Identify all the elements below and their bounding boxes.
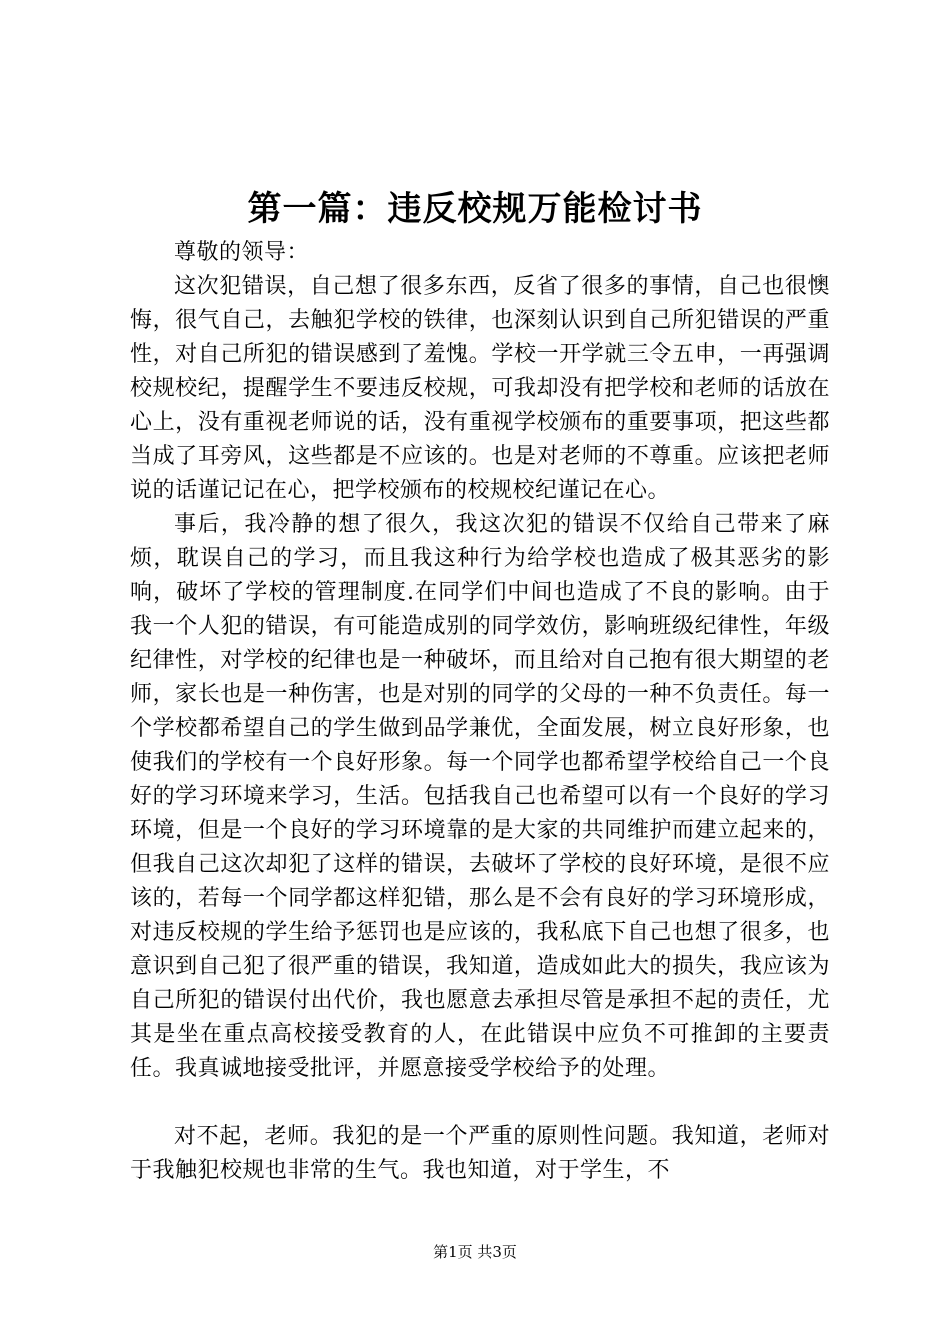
- document-title: 第一篇：违反校规万能检讨书: [247, 189, 703, 229]
- paragraph-2: 事后，我冷静的想了很久，我这次犯的错误不仅给自己带来了麻烦，耽误自己的学习，而且我这种行为给学校也造成了极其恶劣的影响，破坏了学校的管理制度.在同学们中间也造成了不良的影响。由于我一个人犯的错误，有可能造成别的同学效仿，影响班级纪律性，年级纪律性，对学校的纪律也是一种破坏，而且给对自己抱有很大期望的老师，家长也是一种伤害，也是对别的同学的父母的一种不负责任。每一个学校都希望自己的学生做到品学兼优，全面发展，树立良好形象，也使我们的学校有一个良好形象。每一个同学也都希望学校给自己一个良好的学习环境来学习，生活。包括我自己也希望可以有一个良好的学习环境，但是一个良好的学习环境靠的是大家的共同维护而建立起来的，但我自己这次却犯了这样的错误，去破坏了学校的良好环境，是很不应该的，若每一个同学都这样犯错，那么是不会有良好的学习环境形成，对违反校规的学生给予惩罚也是应该的，我私底下自己也想了很多，也意识到自己犯了很严重的错误，我知道，造成如此大的损失，我应该为自己所犯的错误付出代价，我也愿意去承担尽管是承担不起的责任，尤其是坐在重点高校接受教育的人，在此错误中应负不可推卸的主要责任。我真诚地接受批评，并愿意接受学校给予的处理。: [130, 512, 830, 1081]
- paragraph-3: 对不起，老师。我犯的是一个严重的原则性问题。我知道，老师对于我触犯校规也非常的生气。我也知道，对于学生，不: [130, 1124, 830, 1183]
- document-body: [130, 236, 830, 1188]
- paragraph-1: 这次犯错误，自己想了很多东西，反省了很多的事情，自己也很懊悔，很气自己，去触犯学校的铁律，也深刻认识到自己所犯错误的严重性，对自己所犯的错误感到了羞愧。学校一开学就三令五申，一再强调校规校纪，提醒学生不要违反校规，可我却没有把学校和老师的话放在心上，没有重视老师说的话，没有重视学校颁布的重要事项，把这些都当成了耳旁风，这些都是不应该的。也是对老师的不尊重。应该把老师说的话谨记记在心，把学校颁布的校规校纪谨记在心。: [130, 274, 830, 503]
- salutation: 尊敬的领导：: [174, 240, 310, 265]
- page-footer: 第1页 共3页: [433, 1243, 517, 1261]
